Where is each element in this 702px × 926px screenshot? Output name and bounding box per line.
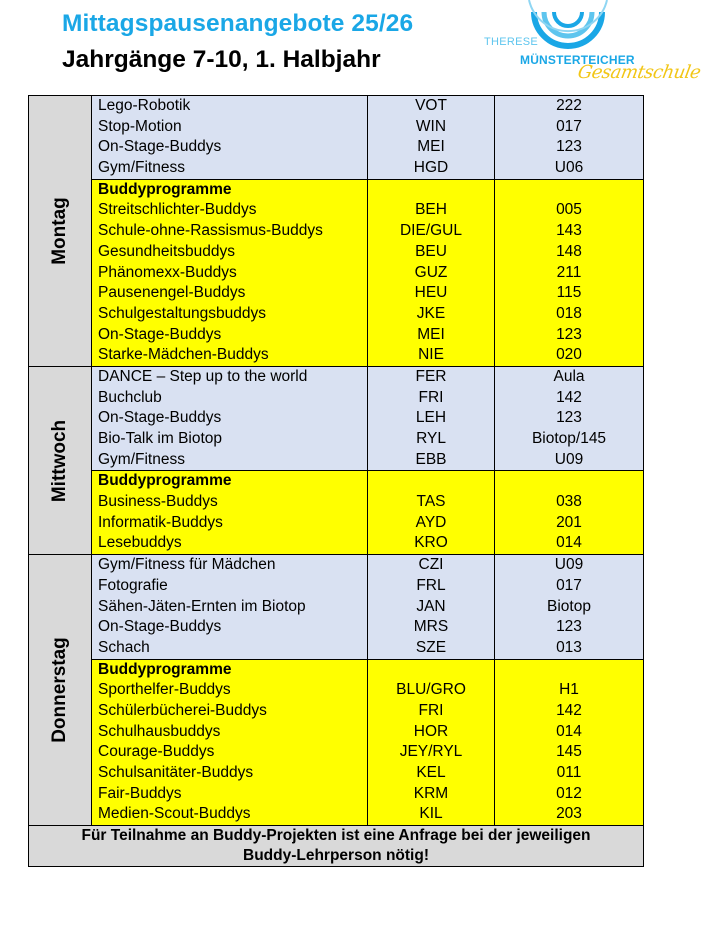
room-text: 123: [556, 138, 582, 156]
teacher-text: AYD: [415, 513, 447, 531]
day-label: Montag: [49, 197, 70, 265]
regular-activities-cell: [92, 555, 368, 659]
buddy-activities-cell: [92, 179, 368, 366]
teacher-text: NIE: [418, 346, 444, 364]
activity-text: Schulsanitäter-Buddys: [98, 764, 254, 781]
activity-text: Gym/Fitness: [98, 159, 185, 177]
activity-text: Streitschlichter-Buddys: [98, 201, 257, 219]
activity-text: Courage-Buddys: [98, 743, 215, 761]
teacher-text: JKE: [416, 304, 446, 322]
room-text: 012: [556, 784, 582, 802]
buddy-teachers-cell: [368, 471, 495, 555]
footer-note-line1: Für Teilnahme an Buddy-Projekten ist eine Anfrage bei der jeweiligen: [81, 827, 591, 845]
activity-text: Medien-Scout-Buddys: [98, 805, 251, 823]
room-text: 142: [556, 388, 582, 406]
day-buddy-row-donnerstag: [29, 659, 644, 826]
teacher-text: MRS: [413, 618, 449, 636]
day-regular-row-mittwoch: [29, 366, 644, 470]
activity-text: Phänomexx-Buddys: [98, 263, 237, 281]
activity-text: Business-Buddys: [98, 493, 218, 511]
teacher-text: SZE: [415, 638, 447, 656]
teacher-text: FRI: [418, 701, 444, 719]
room-text: 145: [556, 743, 582, 761]
activity-text: Starke-Mädchen-Buddys: [98, 346, 269, 364]
room-text: 115: [556, 284, 582, 302]
room-text: Aula: [553, 367, 585, 385]
activity-text: Gym/Fitness: [98, 450, 185, 468]
buddy-rooms-cell: [495, 659, 644, 826]
teacher-text: EBB: [415, 450, 447, 468]
logo-text-therese: THERESE: [484, 36, 539, 48]
school-logo: [478, 0, 702, 88]
regular-rooms-cell: [495, 555, 644, 659]
day-cell-donnerstag: [29, 555, 92, 826]
buddy-rooms-cell: [495, 471, 644, 555]
activity-text: Fotografie: [98, 576, 168, 594]
activity-text: On-Stage-Buddys: [98, 325, 222, 343]
buddy-activities-cell: [92, 659, 368, 826]
activity-text: Schülerbücherei-Buddys: [98, 701, 267, 719]
day-buddy-row-mittwoch: [29, 471, 644, 555]
teacher-text: GUZ: [414, 263, 448, 281]
teacher-text: FRL: [416, 576, 446, 594]
regular-rooms-cell: [495, 366, 644, 470]
room-text: 020: [556, 346, 582, 364]
room-text: H1: [559, 681, 579, 699]
activity-text: On-Stage-Buddys: [98, 138, 222, 156]
page-title: Mittagspausenangebote 25/26: [62, 10, 414, 37]
spacer: [368, 180, 494, 201]
room-text: 123: [556, 325, 582, 343]
room-text: 014: [556, 722, 582, 740]
activity-text: Lesebuddys: [98, 534, 182, 552]
room-text: 038: [556, 493, 582, 511]
room-text: Biotop: [547, 597, 591, 615]
room-text: 123: [556, 409, 582, 427]
buddy-programme-heading: Buddyprogramme: [98, 180, 232, 198]
logo-text-muensterteicher: MÜNSTERTEICHER: [520, 53, 635, 67]
spacer: [368, 471, 494, 492]
activity-text: Gym/Fitness für Mädchen: [98, 556, 276, 574]
buddy-activities-cell: [92, 471, 368, 555]
room-text: 211: [556, 263, 582, 281]
room-text: U09: [554, 450, 584, 468]
activity-text: Gesundheitsbuddys: [98, 242, 236, 260]
day-label: Donnerstag: [49, 637, 70, 743]
schedule-table: [28, 95, 644, 867]
activity-text: Informatik-Buddys: [98, 513, 223, 531]
day-regular-row-donnerstag: [29, 555, 644, 659]
room-text: 201: [556, 513, 582, 531]
activity-text: Schule-ohne-Rassismus-Buddys: [98, 222, 323, 240]
activity-text: Lego-Robotik: [98, 97, 191, 114]
room-text: 203: [556, 805, 582, 823]
buddy-programme-heading: Buddyprogramme: [98, 660, 232, 678]
activity-text: On-Stage-Buddys: [98, 618, 222, 636]
teacher-text: VOT: [415, 97, 447, 114]
spacer: [495, 471, 643, 492]
activity-text: Schulhausbuddys: [98, 722, 221, 740]
buddy-rooms-cell: [495, 179, 644, 366]
teacher-text: WIN: [415, 117, 447, 135]
regular-teachers-cell: [368, 366, 495, 470]
footer-note: [29, 826, 644, 867]
regular-teachers-cell: [368, 96, 495, 180]
activity-text: Bio-Talk im Biotop: [98, 430, 223, 447]
day-regular-row-montag: [29, 96, 644, 180]
room-text: 148: [556, 242, 582, 260]
teacher-text: BEU: [415, 242, 447, 260]
room-text: 123: [556, 618, 582, 636]
spacer: [495, 660, 643, 681]
spacer: [495, 180, 643, 201]
teacher-text: LEH: [415, 409, 447, 427]
teacher-text: BLU/GRO: [396, 681, 466, 699]
activity-text: Buchclub: [98, 388, 162, 406]
activity-text: Sporthelfer-Buddys: [98, 681, 231, 699]
activity-text: Schach: [98, 638, 150, 656]
teacher-text: TAS: [416, 493, 446, 511]
regular-activities-cell: [92, 96, 368, 180]
room-text: 005: [556, 201, 582, 219]
teacher-text: MEI: [417, 138, 445, 156]
buddy-teachers-cell: [368, 179, 495, 366]
spacer: [368, 660, 494, 681]
regular-teachers-cell: [368, 555, 495, 659]
activity-text: DANCE – Step up to the world: [98, 367, 308, 385]
footer-note-line2: Buddy-Lehrperson nötig!: [243, 847, 429, 865]
teacher-text: KRM: [413, 784, 449, 802]
regular-activities-cell: [92, 366, 368, 470]
day-label: Mittwoch: [49, 419, 70, 502]
teacher-text: KIL: [419, 805, 443, 823]
room-text: 017: [556, 117, 582, 135]
teacher-text: CZI: [418, 556, 444, 574]
room-text: U06: [554, 159, 584, 177]
activity-text: Sähen-Jäten-Ernten im Biotop: [98, 597, 306, 615]
room-text: 013: [556, 638, 582, 656]
day-buddy-row-montag: [29, 179, 644, 366]
teacher-text: JAN: [416, 597, 446, 615]
activity-text: Schulgestaltungsbuddys: [98, 304, 267, 322]
buddy-teachers-cell: [368, 659, 495, 826]
teacher-text: HOR: [413, 722, 449, 740]
activity-text: On-Stage-Buddys: [98, 409, 222, 427]
teacher-text: HEU: [414, 284, 448, 302]
buddy-programme-heading: Buddyprogramme: [98, 472, 232, 490]
day-cell-montag: [29, 96, 92, 367]
room-text: Biotop/145: [531, 430, 607, 447]
activity-text: Stop-Motion: [98, 117, 182, 135]
teacher-text: KEL: [416, 764, 446, 781]
regular-rooms-cell: [495, 96, 644, 180]
room-text: 142: [556, 701, 582, 719]
footer-row: [29, 826, 644, 867]
teacher-text: MEI: [417, 325, 445, 343]
room-text: 011: [556, 764, 582, 781]
teacher-text: FRI: [418, 388, 444, 406]
room-text: 014: [556, 534, 582, 552]
room-text: 018: [556, 304, 582, 322]
room-text: 222: [556, 97, 582, 114]
activity-text: Fair-Buddys: [98, 784, 182, 802]
day-cell-mittwoch: [29, 366, 92, 554]
page-subtitle: Jahrgänge 7-10, 1. Halbjahr: [62, 46, 381, 73]
room-text: U09: [554, 556, 584, 574]
teacher-text: JEY/RYL: [399, 743, 463, 761]
room-text: 143: [556, 222, 582, 240]
room-text: 017: [556, 576, 582, 594]
activity-text: Pausenengel-Buddys: [98, 284, 246, 302]
teacher-text: BEH: [415, 201, 447, 219]
teacher-text: RYL: [416, 430, 446, 447]
teacher-text: HGD: [413, 159, 449, 177]
teacher-text: FER: [415, 367, 447, 385]
teacher-text: KRO: [414, 534, 448, 552]
teacher-text: DIE/GUL: [399, 222, 462, 240]
logo-text-gesamtschule: Gesamtschule: [576, 62, 702, 83]
